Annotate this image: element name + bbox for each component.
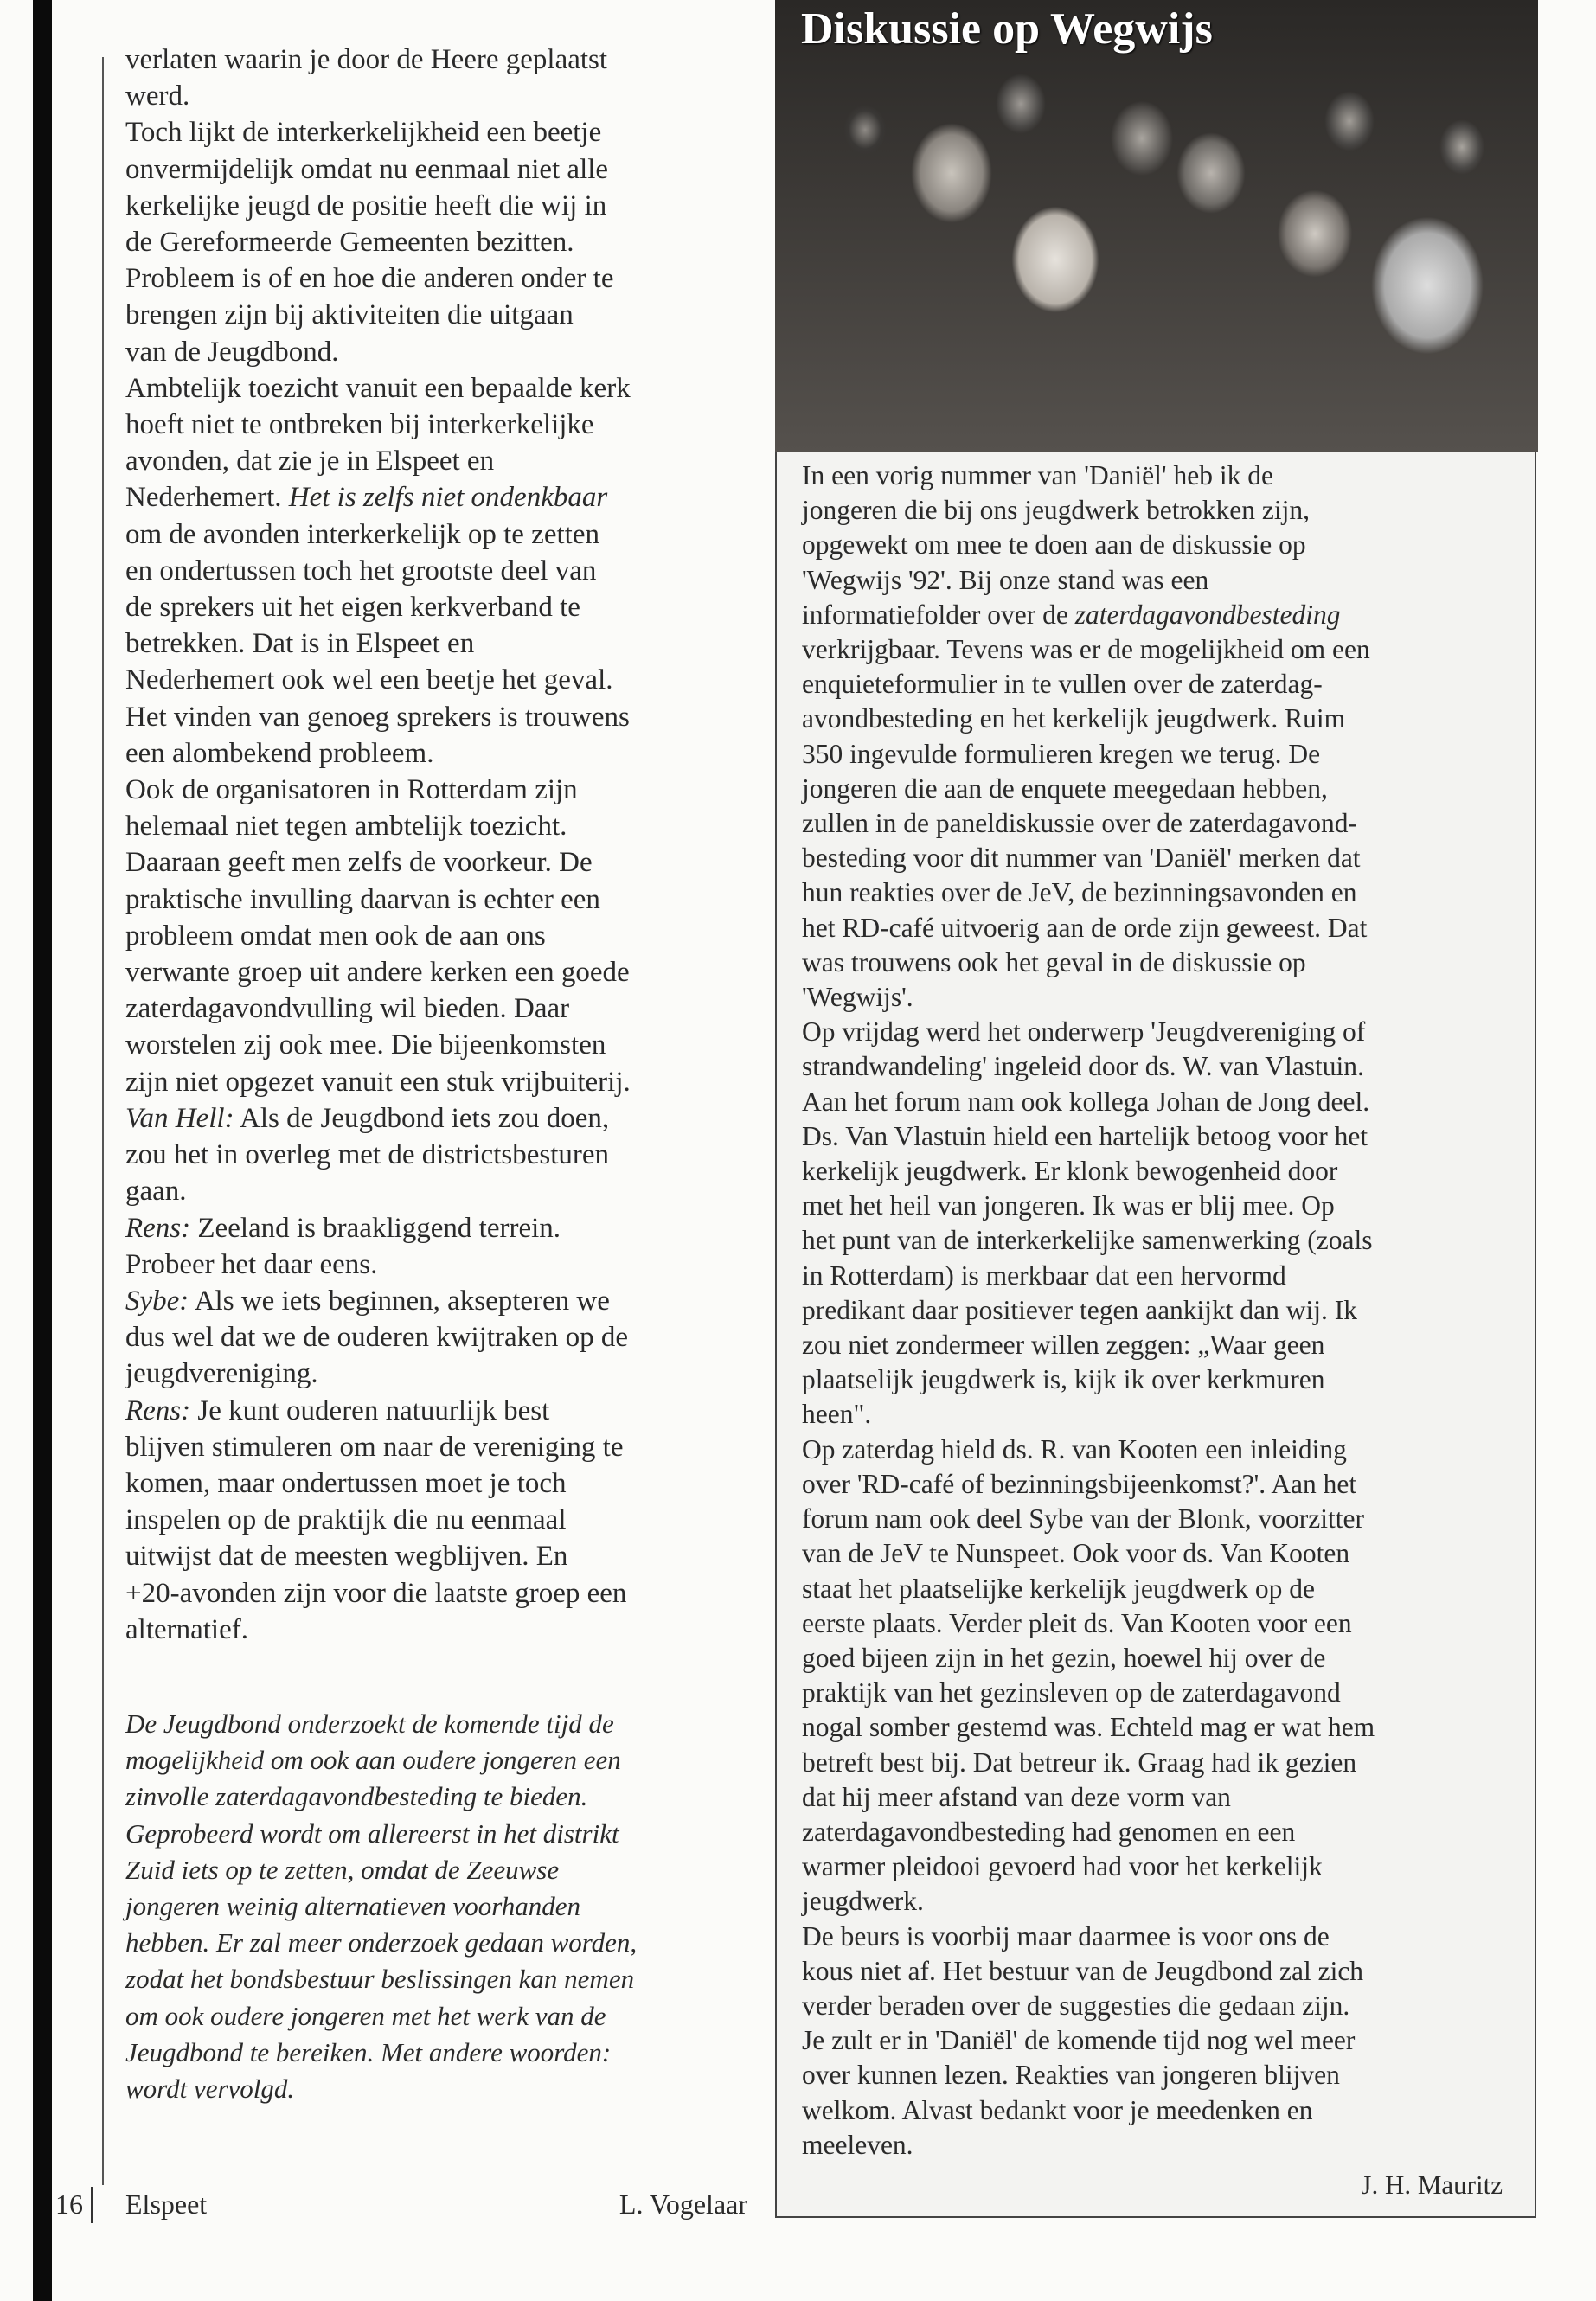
text-line: eerste plaats. Verder pleit ds. Van Kooten voor een	[802, 1607, 1352, 1638]
text-line: over 'RD-café of bezinningsbijeenkomst?'. Aan het	[802, 1468, 1357, 1499]
text-line: jongeren weinig alternatieven voorhanden	[125, 1891, 581, 1922]
text-line: Toch lijkt de interkerkelijkheid een beetje	[125, 117, 602, 149]
text-line: inspelen op de praktijk die nu eenmaal	[125, 1504, 567, 1536]
text-line: avondbesteding en het kerkelijk jeugdwerk. Ruim	[802, 703, 1346, 734]
text-line: om ook oudere jongeren met het werk van de	[125, 2000, 606, 2031]
text-segment: Als de Jeugdbond iets zou doen,	[234, 1102, 610, 1134]
text-line: Daaraan geeft men zelfs de voorkeur. De	[125, 847, 593, 879]
text-line: verkrijgbaar. Tevens was er de mogelijkheid om een	[802, 634, 1370, 665]
text-line: helemaal niet tegen ambtelijk toezicht.	[125, 811, 567, 843]
text-line: zijn niet opgezet vanuit een stuk vrijbuiterij.	[125, 1066, 631, 1098]
right-article-text	[802, 458, 1375, 2163]
text-line: brengen zijn bij aktiviteiten die uitgaan	[125, 299, 574, 331]
text-line: in Rotterdam) is merkbaar dat een hervormd	[802, 1259, 1286, 1291]
article-photo-audience	[775, 0, 1538, 452]
column-rule	[102, 57, 104, 2185]
text-line: jeugdvereniging.	[125, 1358, 318, 1390]
text-line	[125, 1393, 631, 1429]
text-line: onvermijdelijk omdat nu eenmaal niet alle	[125, 153, 609, 185]
text-line: met het heil van jongeren. Ik was er blij mee. Op	[802, 1190, 1335, 1221]
text-line: uitwijst dat de meesten wegblijven. En	[125, 1541, 568, 1573]
text-line: nogal somber gestemd was. Echteld mag er wat hem	[802, 1712, 1375, 1743]
scan-edge-bar	[33, 0, 52, 2301]
text-line: welkom. Alvast bedankt voor je meedenken en	[802, 2094, 1313, 2125]
text-line: praktijk van het gezinsleven op de zaterdagavond	[802, 1677, 1341, 1708]
text-line: De beurs is voorbij maar daarmee is voor ons de	[802, 1920, 1330, 1952]
text-line: verder beraden over de suggesties die gedaan zijn.	[802, 1990, 1350, 2021]
text-line	[125, 1100, 631, 1137]
italic-text: zaterdagavondbesteding	[1074, 599, 1341, 630]
text-line: warmer pleidooi gevoerd had voor het kerkelijk	[802, 1851, 1323, 1882]
text-segment: informatiefolder over de	[802, 599, 1075, 630]
text-line: zou het in overleg met de districtsbesturen	[125, 1139, 610, 1171]
text-line: jeugdwerk.	[802, 1886, 924, 1917]
text-line: Probleem is of en hoe die anderen onder te	[125, 263, 614, 295]
text-line: Je zult er in 'Daniël' de komende tijd nog wel meer	[802, 2025, 1356, 2056]
left-article-closing-note	[125, 1706, 637, 2107]
text-line: Jeugdbond te bereiken. Met andere woorden:	[125, 2036, 612, 2067]
text-line	[802, 598, 1375, 632]
text-line: betrekken. Dat is in Elspeet en	[125, 628, 475, 660]
text-line: een alombekend probleem.	[125, 737, 434, 769]
text-line: Ook de organisatoren in Rotterdam zijn	[125, 774, 578, 806]
text-line: verlaten waarin je door de Heere geplaatst	[125, 44, 608, 75]
italic-text: Van Hell:	[125, 1102, 234, 1134]
text-line: verwante groep uit andere kerken een goede	[125, 957, 630, 989]
text-line: blijven stimuleren om naar de vereniging te	[125, 1431, 624, 1463]
text-line: gaan.	[125, 1176, 187, 1208]
text-line: hun reakties over de JeV, de bezinningsavonden en	[802, 877, 1357, 908]
text-segment: Zeeland is braakliggend terrein.	[190, 1212, 561, 1244]
text-line: staat het plaatselijke kerkelijk jeugdwerk op de	[802, 1573, 1316, 1604]
text-line: avonden, dat zie je in Elspeet en	[125, 445, 495, 478]
text-line: De Jeugdbond onderzoekt de komende tijd de	[125, 1708, 614, 1739]
text-line: goed bijeen zijn in het gezin, hoewel hij over de	[802, 1642, 1326, 1673]
text-line: opgewekt om mee te doen aan de diskussie op	[802, 529, 1306, 561]
text-line: worstelen zij ook mee. Die bijeenkomsten	[125, 1029, 606, 1061]
text-line: dus wel dat we de ouderen kwijtraken op de	[125, 1322, 628, 1354]
text-line: Op zaterdag hield ds. R. van Kooten een inleiding	[802, 1433, 1347, 1465]
text-line: werd.	[125, 80, 190, 112]
text-line: jongeren die bij ons jeugdwerk betrokken zijn,	[802, 495, 1310, 526]
text-line: zinvolle zaterdagavondbesteding te bieden.	[125, 1781, 588, 1812]
text-line: zaterdagavondvulling wil bieden. Daar	[125, 993, 570, 1025]
article-title: Diskussie op Wegwijs	[801, 4, 1213, 54]
text-line: 'Wegwijs'.	[802, 982, 913, 1013]
text-line: forum nam ook deel Sybe van der Blonk, voorzitter	[802, 1503, 1364, 1535]
footer-author: L. Vogelaar	[619, 2189, 747, 2220]
page-number: 16	[55, 2189, 83, 2220]
text-line: zullen in de paneldiskussie over de zaterdagavond-	[802, 808, 1358, 839]
text-line: en ondertussen toch het grootste deel van	[125, 554, 597, 586]
italic-text: Rens:	[125, 1212, 191, 1244]
italic-text: Rens:	[125, 1394, 191, 1426]
text-line: In een vorig nummer van 'Daniël' heb ik de	[802, 460, 1273, 490]
text-line: het RD-café uitvoerig aan de orde zijn geweest. Dat	[802, 912, 1368, 943]
text-line: Ambtelijk toezicht vanuit een bepaalde kerk	[125, 372, 631, 404]
text-line: kerkelijke jeugd de positie heeft die wij in	[125, 189, 607, 221]
text-line: zodat het bondsbestuur beslissingen kan nemen	[125, 1964, 635, 1995]
text-line: het punt van de interkerkelijke samenwerking (zoals	[802, 1225, 1373, 1256]
text-line: zou niet zondermeer willen zeggen: „Waar geen	[802, 1330, 1325, 1361]
text-line: kerkelijk jeugdwerk. Er klonk bewogenheid door	[802, 1156, 1338, 1187]
italic-text: Het is zelfs niet ondenkbaar	[288, 482, 608, 514]
text-line: Aan het forum nam ook kollega Johan de Jong deel.	[802, 1086, 1370, 1117]
text-line: van de JeV te Nunspeet. Ook voor ds. Van Kooten	[802, 1538, 1350, 1569]
text-line: mogelijkheid om ook aan oudere jongeren een	[125, 1745, 621, 1776]
page-number-divider	[91, 2187, 93, 2223]
text-line: hebben. Er zal meer onderzoek gedaan worden,	[125, 1927, 638, 1958]
text-line: Ds. Van Vlastuin hield een hartelijk betoog voor het	[802, 1120, 1368, 1151]
text-line: alternatief.	[125, 1613, 248, 1645]
text-line: 'Wegwijs '92'. Bij onze stand was een	[802, 564, 1209, 595]
left-article-text	[125, 42, 631, 1648]
text-line: Probeer het daar eens.	[125, 1248, 378, 1280]
text-line: probleem omdat men ook de aan ons	[125, 920, 546, 952]
text-line: betreft best bij. Dat betreur ik. Graag had ik gezien	[802, 1747, 1357, 1778]
right-article-author: J. H. Mauritz	[1361, 2170, 1503, 2200]
text-segment: Je kunt ouderen natuurlijk best	[190, 1394, 550, 1426]
text-line: om de avonden interkerkelijk op te zetten	[125, 518, 599, 550]
text-line: predikant daar positiever tegen aankijkt dan wij. Ik	[802, 1294, 1358, 1325]
text-line: de Gereformeerde Gemeenten bezitten.	[125, 227, 574, 259]
text-line: kous niet af. Het bestuur van de Jeugdbond zal zich	[802, 1955, 1364, 1986]
text-line: 350 ingevulde formulieren kregen we terug. De	[802, 738, 1321, 769]
italic-text: Sybe:	[125, 1285, 189, 1317]
text-line: dat hij meer afstand van deze vorm van	[802, 1781, 1231, 1812]
text-line: plaatselijk jeugdwerk is, kijk ik over kerkmuren	[802, 1364, 1325, 1395]
text-line: strandwandeling' ingeleid door ds. W. van Vlastuin.	[802, 1051, 1364, 1082]
text-line: zaterdagavondbesteding had genomen en een	[802, 1816, 1296, 1847]
text-line: heen".	[802, 1399, 872, 1430]
text-line: jongeren die aan de enquete meegedaan hebben,	[802, 772, 1328, 804]
footer-location: Elspeet	[125, 2189, 208, 2220]
text-line: enquieteformulier in te vullen over de zaterdag-	[802, 669, 1323, 700]
text-line: de sprekers uit het eigen kerkverband te	[125, 592, 580, 624]
text-line	[125, 479, 631, 516]
text-line: +20-avonden zijn voor die laatste groep een	[125, 1577, 627, 1609]
text-segment: Nederhemert.	[125, 482, 289, 514]
text-line: van de Jeugdbond.	[125, 336, 339, 368]
text-line: praktische invulling daarvan is echter een	[125, 883, 600, 915]
text-line: meeleven.	[802, 2129, 913, 2160]
text-line: was trouwens ook het geval in de diskussie op	[802, 946, 1306, 977]
text-line: Het vinden van genoeg sprekers is trouwens	[125, 701, 630, 733]
text-line	[125, 1283, 631, 1319]
text-line: over kunnen lezen. Reakties van jongeren blijven	[802, 2060, 1340, 2091]
text-line: Op vrijdag werd het onderwerp 'Jeugdvereniging of	[802, 1016, 1366, 1048]
text-line: wordt vervolgd.	[125, 2073, 295, 2105]
text-line: Nederhemert ook wel een beetje het geval.	[125, 664, 613, 696]
text-line	[125, 1210, 631, 1247]
text-line: komen, maar ondertussen moet je toch	[125, 1467, 567, 1499]
text-line: Zuid iets op te zetten, omdat de Zeeuwse	[125, 1854, 560, 1885]
text-line: Geprobeerd wordt om allereerst in het distrikt	[125, 1817, 619, 1849]
text-line: hoeft niet te ontbreken bij interkerkelijke	[125, 409, 594, 441]
text-segment: Als we iets beginnen, aksepteren we	[189, 1285, 610, 1317]
text-line: besteding voor dit nummer van 'Daniël' merken dat	[802, 843, 1361, 874]
